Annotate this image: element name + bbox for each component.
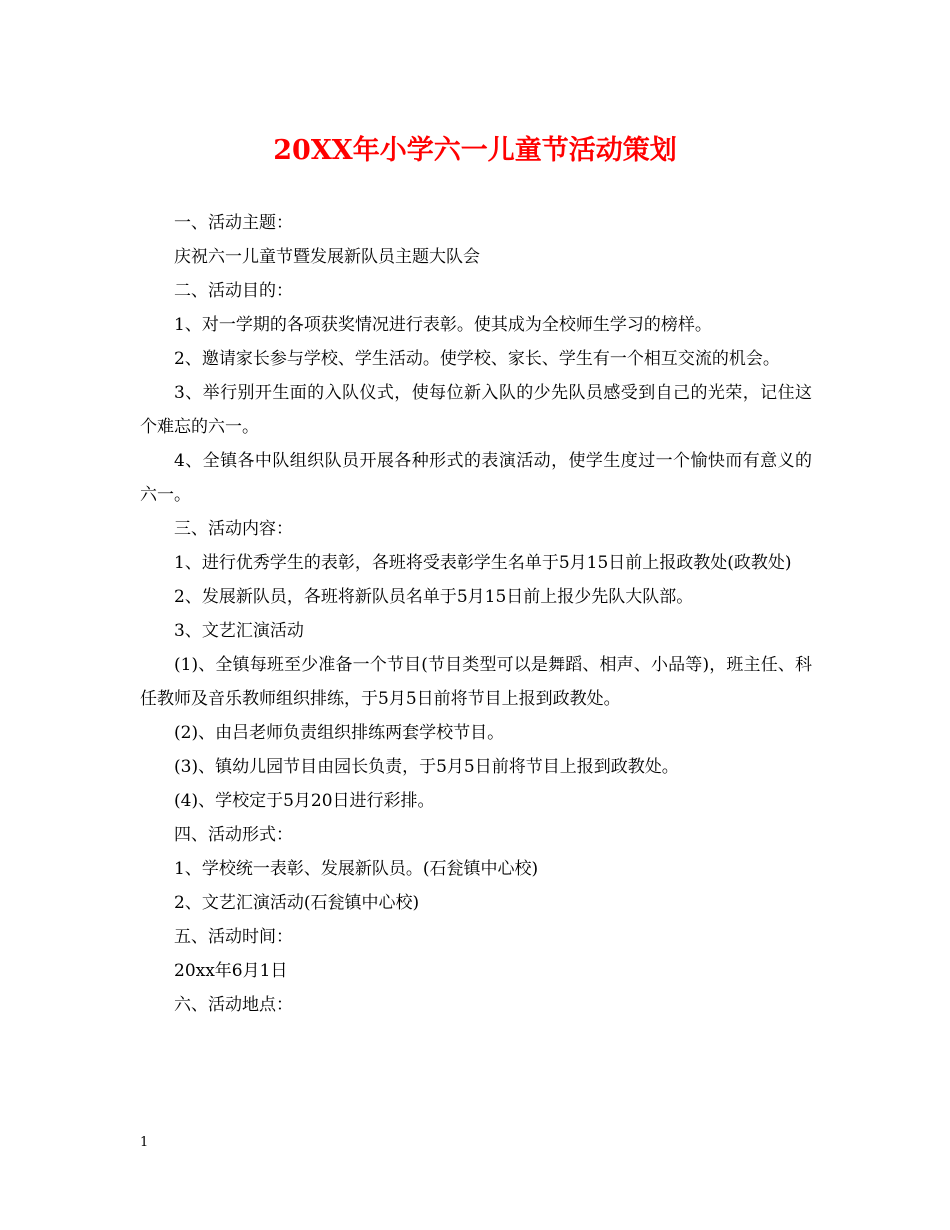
paragraph: 3、举行别开生面的入队仪式，使每位新入队的少先队员感受到自己的光荣，记住这个难忘的六一。	[140, 383, 812, 437]
paragraph: 六、活动地点：	[174, 995, 293, 1015]
paragraph: 20xx年6月1日	[174, 961, 288, 981]
document-body	[140, 206, 812, 1022]
paragraph: 一、活动主题：	[174, 213, 293, 233]
paragraph: 五、活动时间：	[174, 927, 293, 947]
paragraph: 四、活动形式：	[174, 825, 293, 845]
paragraph: (4)、学校定于5月20日进行彩排。	[174, 791, 435, 811]
paragraph: (2)、由吕老师负责组织排练两套学校节目。	[174, 723, 505, 743]
paragraph: 2、文艺汇演活动(石瓮镇中心校)	[174, 893, 420, 913]
paragraph: 4、全镇各中队组织队员开展各种形式的表演活动，使学生度过一个愉快而有意义的六一。	[140, 451, 812, 505]
paragraph: 3、文艺汇演活动	[174, 621, 304, 641]
document-title: 20XX年小学六一儿童节活动策划	[273, 135, 677, 166]
paragraph: 1、对一学期的各项获奖情况进行表彰。使其成为全校师生学习的榜样。	[174, 315, 712, 335]
paragraph: 庆祝六一儿童节暨发展新队员主题大队会	[174, 247, 480, 267]
paragraph: 1、学校统一表彰、发展新队员。(石瓮镇中心校)	[174, 859, 539, 879]
paragraph: 2、发展新队员，各班将新队员名单于5月15日前上报少先队大队部。	[174, 587, 694, 607]
paragraph: 三、活动内容：	[174, 519, 293, 539]
paragraph: 1、进行优秀学生的表彰，各班将受表彰学生名单于5月15日前上报政教处(政教处)	[174, 553, 792, 573]
paragraph: 二、活动目的：	[174, 281, 293, 301]
paragraph: (1)、全镇每班至少准备一个节目(节目类型可以是舞蹈、相声、小品等)，班主任、科任教师及音乐教师组织排练，于5月5日前将节目上报到政教处。	[140, 655, 812, 709]
page-number: 1	[140, 1135, 149, 1150]
paragraph: 2、邀请家长参与学校、学生活动。使学校、家长、学生有一个相互交流的机会。	[174, 349, 780, 369]
paragraph: (3)、镇幼儿园节目由园长负责，于5月5日前将节目上报到政教处。	[174, 757, 679, 777]
